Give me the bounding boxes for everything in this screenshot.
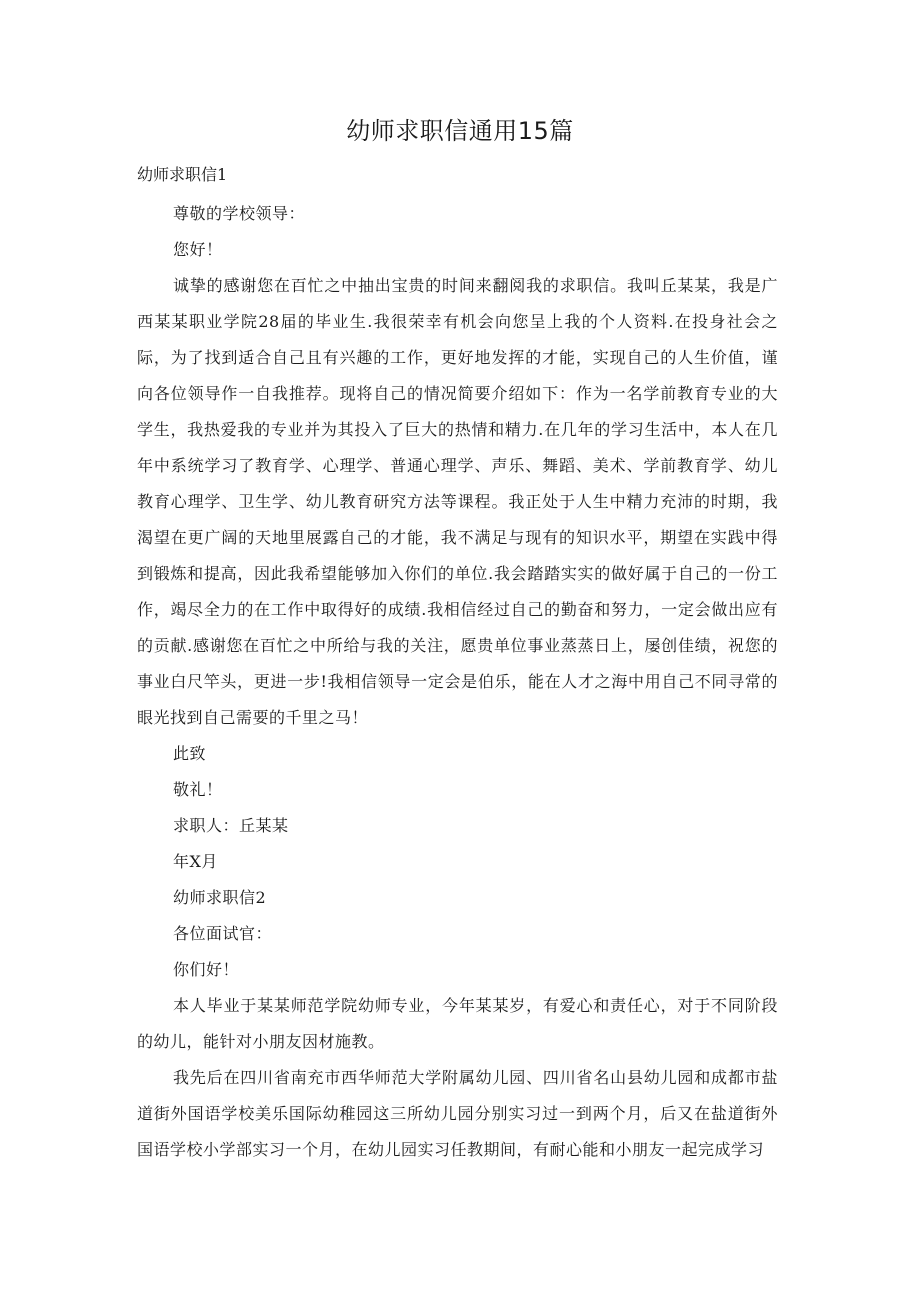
- signature: 求职人：丘某某: [173, 816, 289, 835]
- salutation: 尊敬的学校领导：: [173, 204, 306, 223]
- closing-line-2: 敬礼！: [173, 780, 223, 799]
- salutation-2: 各位面试官：: [173, 924, 273, 943]
- greeting: 您好！: [173, 240, 223, 259]
- date: 年X月: [173, 852, 218, 871]
- greeting-2: 你们好！: [173, 960, 240, 979]
- document-title: 幼师求职信通用15篇: [346, 117, 574, 145]
- paragraph-2: 本人毕业于某某师范学院幼师专业，今年某某岁，有爱心和责任心，对于不同阶段的幼儿，能针对小朋友因材施教。: [137, 996, 778, 1051]
- letter-body: [137, 196, 778, 1168]
- main-paragraph: 诚挚的感谢您在百忙之中抽出宝贵的时间来翻阅我的求职信。我叫丘某某，我是广西某某职业学院28届的毕业生.我很荣幸有机会向您呈上我的个人资料.在投身社会之际，为了找到适合自己且有兴趣的工作，更好地发挥的才能，实现自己的人生价值，谨向各位领导作一自我推荐。现将自己的情况简要介绍如下：作为一名学前教育专业的大学生，我热爱我的专业并为其投入了巨大的热情和精力.在几年的学习生活中，本人在几年中系统学习了教育学、心理学、普通心理学、声乐、舞蹈、美术、学前教育学、幼儿教育心理学、卫生学、幼儿教育研究方法等课程。我正处于人生中精力充沛的时期，我渴望在更广阔的天地里展露自己的才能，我不满足与现有的知识水平，期望在实践中得到锻炼和提高，因此我希望能够加入你们的单位.我会踏踏实实的做好属于自己的一份工作，竭尽全力的在工作中取得好的成绩.我相信经过自己的勤奋和努力，一定会做出应有的贡献.感谢您在百忙之中所给与我的关注，愿贵单位事业蒸蒸日上，屡创佳绩，祝您的事业白尺竿头，更进一步!我相信领导一定会是伯乐，能在人才之海中用自己不同寻常的眼光找到自己需要的千里之马！: [137, 276, 778, 727]
- paragraph-3: 我先后在四川省南充市西华师范大学附属幼儿园、四川省名山县幼儿园和成都市盐道街外国语学校美乐国际幼稚园这三所幼儿园分别实习过一到两个月，后又在盐道街外国语学校小学部实习一个月，在幼儿园实习任教期间，有耐心能和小朋友一起完成学习: [137, 1068, 778, 1159]
- closing-line-1: 此致: [173, 744, 207, 763]
- section-heading-2: 幼师求职信2: [173, 888, 267, 907]
- section-heading-1: 幼师求职信1: [137, 165, 228, 184]
